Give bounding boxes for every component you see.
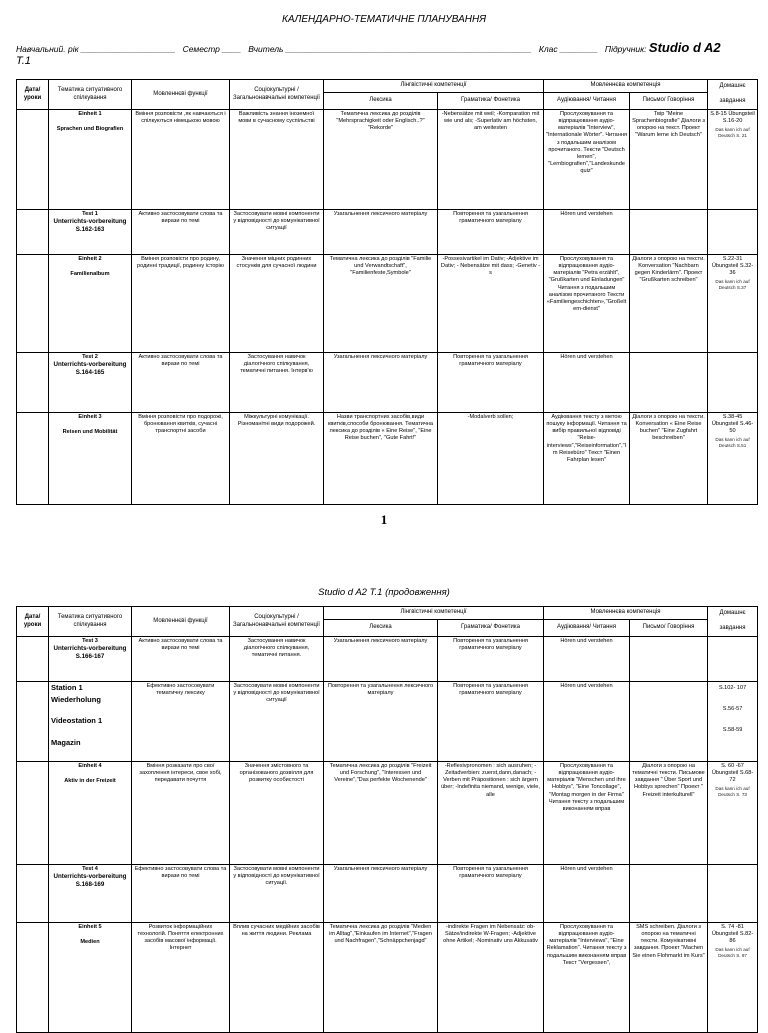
lexis-cell: Тематична лексика до розділів "Freizeit und Forschung", "Interessen und Vereine","Das perfekte Wochenende"	[324, 762, 438, 865]
station-line: Magazin	[51, 737, 81, 747]
table-row	[17, 865, 758, 923]
lexis-cell: Узагальнення лексичного матеріалу	[324, 637, 438, 682]
writing-cell: Діалоги з опорою на тексти. Konversation « Eine Reise buchen" "Eine Zugfahrt beschreiben"	[630, 413, 708, 505]
date-cell	[17, 762, 49, 865]
homework-cell	[708, 353, 758, 413]
socio-cell: Застосовувати мовні компоненти у відповідності до комунікативної ситуації	[230, 210, 324, 255]
functions-cell: Активно застосовувати слова та вирази по темі	[132, 637, 230, 682]
homework-line: S.102- 107	[718, 685, 747, 691]
socio-cell: Значення змістовного та організованого дозвілля для розвитку особистості	[230, 762, 324, 865]
grammar-cell: Повторення та узагальнення граматичного матеріалу	[438, 210, 544, 255]
col-listening: Аудіювання/ Читання	[544, 93, 630, 110]
table-row	[17, 413, 758, 505]
date-cell	[17, 923, 49, 1033]
functions-cell: Вміння розповісти про родину, родинні традиції, родинну історію	[132, 255, 230, 353]
topic-subtitle: Familienalbum	[70, 271, 110, 278]
topic-title: Test 1	[82, 211, 98, 217]
date-cell	[17, 210, 49, 255]
semester-blank: ____	[222, 44, 242, 54]
writing-cell	[630, 682, 708, 762]
topic-cell	[49, 110, 132, 210]
col-writing: Письмо/ Говоріння	[630, 93, 708, 110]
date-cell	[17, 865, 49, 923]
teacher-blank: ____________________________________________________	[285, 44, 532, 54]
col-homework-2: завдання	[719, 625, 746, 632]
continuation-title: Studio d A2 T.1 (продовження)	[318, 587, 450, 598]
col-date: Дата/ уроки	[17, 80, 49, 110]
lexis-cell: Тематична лексика до розділів "Medien im Alltag","Einkaufen im Internet","Fragen und Nachfragen","Schnäppchenjagd"	[324, 923, 438, 1033]
topic-title: Einheit 5	[78, 924, 102, 930]
station-line: Videostation 1	[51, 716, 103, 726]
col-functions: Мовленнєві функції	[132, 607, 230, 637]
grammar-cell: -Reflexivpronomen : sich ausruhen; -Zeitadverbien: zuerst,dann,danach; -Verben mit Präpositionen : sich ärgern über; -Indefinita niemand, wenige, viele, alle	[438, 762, 544, 865]
col-homework-1: Домашнє	[719, 609, 746, 616]
date-cell	[17, 255, 49, 353]
functions-cell: Вміння розповісти ,як навчаються і спілкуються німецькою мовою	[132, 110, 230, 210]
topic-subtitle: Sprachen und Biografien	[56, 126, 124, 133]
grammar-cell: Повторення та узагальнення граматичного матеріалу	[438, 682, 544, 762]
grammar-cell: -indirekte Fragen im Nebensatz: ob-Sätze/indirekte W-Fragen; -Adjektive ohne Artikel; -Nominativ uns Akkusativ	[438, 923, 544, 1033]
homework-note: Das kann ich auf Deutsch S.37	[715, 279, 750, 291]
date-cell	[17, 637, 49, 682]
col-homework-1: Домашнє	[719, 82, 746, 89]
listening-cell: Прослуховування та відпрацювання аудіо-матеріалів "Petra erzählt", "Grußkarten und Einladungen" Читання з подальшим аналізом прочитаного Тексти «Familiengeschichten»,"Großeltern-dienst"	[544, 255, 630, 353]
col-socio: Соціокультурні / Загальнонавчальні компетенції	[230, 607, 324, 637]
functions-cell: Вміння розказати про свої захоплення інтереси, свое хобі, передавати почуття	[132, 762, 230, 865]
topic-cell	[49, 923, 132, 1033]
grammar-cell: -Possesivartikel im Dativ; -Adjektive im Dativ; - Nebensätze mit dass; -Genetiv -s	[438, 255, 544, 353]
topic-subtitle: Unterrichts-vorbereitung S.166-167	[53, 645, 127, 661]
table-row	[17, 762, 758, 865]
textbook-label: Підручник:	[604, 44, 647, 54]
col-homework	[708, 80, 758, 110]
date-cell	[17, 110, 49, 210]
topic-title: Station 1	[51, 683, 83, 692]
topic-cell	[49, 682, 132, 762]
col-date: Дата/ уроки	[17, 607, 49, 637]
col-grammar: Граматика/ Фонетика	[438, 620, 544, 637]
year-label: Навчальний. рік	[16, 44, 79, 54]
functions-cell: Вміння розповісти про подорожі, бронювання квитків, сучасні транспортні засоби	[132, 413, 230, 505]
col-lexis: Лексика	[324, 93, 438, 110]
textbook-name: Studio d A2	[648, 40, 721, 55]
col-homework	[708, 607, 758, 637]
grammar-cell: -Nebensätze mit weil; -Komparation mit wie und als; -Superlativ am höchsten, am weitesten	[438, 110, 544, 210]
listening-cell: Прослуховування та відпрацювання аудіо-матеріалів "Menschen und ihre Hobbys", "Eine Toncollage", "Montag morgen in der Firma" Читання тексту з подальшим виконанням вправ	[544, 762, 630, 865]
socio-cell: Застосування навичок діалогічного спілкування, тематичні питання. Інтерв'ю	[230, 353, 324, 413]
topic-subtitle: Aktiv in der Freizeit	[64, 778, 116, 785]
col-speech: Мовленнєва компетенція	[544, 607, 708, 620]
homework-line: S.58-59	[722, 727, 743, 734]
homework-note: Das kann ich auf Deutsch S. 73	[715, 786, 750, 798]
plan-table-page2	[16, 606, 758, 1033]
col-topic: Тематика ситуативного спілкування	[49, 607, 132, 637]
homework-cell	[708, 637, 758, 682]
topic-title: Einheit 1	[78, 111, 102, 117]
table-row	[17, 110, 758, 210]
functions-cell: Ефективно застосовувати тематичну лексику	[132, 682, 230, 762]
topic-title: Test 2	[82, 354, 98, 360]
topic-cell	[49, 413, 132, 505]
homework-cell	[708, 762, 758, 865]
col-linguistic: Лінгвістичні компетенції	[324, 80, 544, 93]
grammar-cell: Повторення та узагальнення граматичного матеріалу	[438, 353, 544, 413]
col-grammar: Граматика/ Фонетика	[438, 93, 544, 110]
lexis-cell: Узагальнення лексичного матеріалу	[324, 865, 438, 923]
topic-cell	[49, 255, 132, 353]
homework-cell	[708, 110, 758, 210]
lexis-cell: Узагальнення лексичного матеріалу	[324, 353, 438, 413]
grammar-cell: -Modalverb sollen;	[438, 413, 544, 505]
topic-subtitle: Unterrichts-vorbereitung S.162-163	[53, 218, 127, 234]
lexis-cell: Назви транспортних засобів,види квитків,способи бронювання. Тематична лексика до розділів « Eine Reise", "Eine Reise buchen", "Gute Fahrt!"	[324, 413, 438, 505]
teacher-label: Вчитель	[248, 44, 284, 54]
table-row	[17, 637, 758, 682]
col-listening: Аудіювання/ Читання	[544, 620, 630, 637]
topic-subtitle: Medien	[80, 939, 100, 946]
homework-text: S. 60 -67 Übungsteil S.68-72	[711, 763, 754, 784]
socio-cell: Застосування навичок діалогічного спілкування, тематичні питання.	[230, 637, 324, 682]
homework-cell	[708, 682, 758, 762]
topic-cell	[49, 353, 132, 413]
listening-cell: Hören und verstehen	[544, 210, 630, 255]
topic-cell	[49, 762, 132, 865]
page-title: КАЛЕНДАРНО-ТЕМАТИЧНЕ ПЛАНУВАННЯ	[281, 14, 487, 25]
topic-title: Einheit 4	[78, 763, 102, 769]
writing-cell: Діалоги з опорою на тексти. Konversation "Nachbarn gegen Kinderlärm". Проект "Grußkarten schreiben"	[630, 255, 708, 353]
topic-title: Einheit 2	[78, 256, 102, 262]
homework-cell	[708, 255, 758, 353]
homework-cell	[708, 923, 758, 1033]
col-lexis: Лексика	[324, 620, 438, 637]
functions-cell: Ефективно застосовувати слова та вирази по темі	[132, 865, 230, 923]
listening-cell: Hören und verstehen	[544, 353, 630, 413]
topic-subtitle: Unterrichts-vorbereitung S.168-169	[53, 873, 127, 889]
homework-line: S.56-57	[722, 706, 743, 713]
date-cell	[17, 353, 49, 413]
class-label: Клас	[538, 44, 558, 54]
topic-cell	[49, 637, 132, 682]
topic-subtitle: Reisen und Mobilität	[62, 429, 118, 436]
listening-cell: Hören und verstehen	[544, 865, 630, 923]
col-writing: Письмо/ Говоріння	[630, 620, 708, 637]
topic-cell	[49, 210, 132, 255]
socio-cell: Значення міцних родинних стосунків для сучасної людини	[230, 255, 324, 353]
socio-cell: Застосовувати мовні компоненти у відповідності до комунікативної ситуації.	[230, 865, 324, 923]
plan-table-page1	[16, 79, 758, 505]
functions-cell: Активно застосовувати слова та вирази по темі	[132, 210, 230, 255]
lexis-cell: Узагальнення лексичного матеріалу	[324, 210, 438, 255]
grammar-cell: Повторення та узагальнення граматичного матеріалу	[438, 865, 544, 923]
homework-cell	[708, 865, 758, 923]
homework-note: Das kann ich auf Deutsch S. 21	[715, 127, 750, 139]
listening-cell: Аудіювання тексту з метою пошуку інформації. Читання та вибір правильної відповіді "Reise-interviews","Reiseinformation","Im Reisebüro" Текст "Einen Fahrplan lesen"	[544, 413, 630, 505]
class-blank: ________	[559, 44, 598, 54]
topic-title: Einheit 3	[78, 414, 102, 420]
col-socio: Соціокультурні / Загальнонавчальні компетенції	[230, 80, 324, 110]
table-row	[17, 353, 758, 413]
writing-cell	[630, 865, 708, 923]
topic-subtitle: Unterrichts-vorbereitung S.164-165	[53, 361, 127, 377]
socio-cell: Важливість знання іноземної мови в сучасному суспільстві	[230, 110, 324, 210]
writing-cell	[630, 637, 708, 682]
col-topic: Тематика ситуативного спілкування	[49, 80, 132, 110]
volume-label: T.1	[16, 55, 31, 67]
listening-cell: Hören und verstehen	[544, 682, 630, 762]
writing-cell	[630, 210, 708, 255]
socio-cell: Міжкультурні комунікації. Різноманітні види подорожей.	[230, 413, 324, 505]
date-cell	[17, 413, 49, 505]
homework-note: Das kann ich auf Deutsch S.51	[715, 437, 750, 449]
grammar-cell: Повторення та узагальнення граматичного матеріалу	[438, 637, 544, 682]
page-number: 1	[380, 512, 388, 527]
semester-label: Семестр	[182, 44, 220, 54]
homework-cell	[708, 210, 758, 255]
col-linguistic: Лінгвістичні компетенції	[324, 607, 544, 620]
listening-cell: Прослуховування та відпрацювання аудіо-матеріалів "Interviews", "Eine Reklamation". Читання тексту з подальшим виконанням вправ Текст "Vergessen",	[544, 923, 630, 1033]
table-row	[17, 682, 758, 762]
col-speech: Мовленнєва компетенція	[544, 80, 708, 93]
homework-cell	[708, 413, 758, 505]
date-cell	[17, 682, 49, 762]
topic-title: Test 3	[82, 638, 98, 644]
table-row	[17, 255, 758, 353]
homework-text: S.22-31 Übungsteil S.32-36	[711, 256, 754, 277]
writing-cell: Твір "Meine Sprachenbiografie" Діалоги з опорою на текст. Проект "Warum lerne ich Deutsch"	[630, 110, 708, 210]
year-blank: ____________________	[80, 44, 176, 54]
header-line	[16, 40, 756, 55]
writing-cell: SMS schreiben. Діалоги з опорою на тематичні тексти. Комунікативні завдання. Проект "Machen Sie einen Flohmarkt im Kurs"	[630, 923, 708, 1033]
writing-cell: Діалоги з опорою на тематичні тексти. Письмове завдання " Über Sport und Hobbys sprechen" Проект " Freizeit interkulturell"	[630, 762, 708, 865]
socio-cell: Застосовувати мовні компоненти у відповідності до комунікативної ситуації	[230, 682, 324, 762]
functions-cell: Активно застосовувати слова та вирази по темі	[132, 353, 230, 413]
lexis-cell: Тематична лексика до розділів "Mehrsprachigkeit oder Englisch..?" "Rekorde"	[324, 110, 438, 210]
writing-cell	[630, 353, 708, 413]
table-row	[17, 923, 758, 1033]
lexis-cell: Тематична лексика до розділів "Familie und Verwandtschaft", "Familienfeste,Symbole"	[324, 255, 438, 353]
station-line: Wiederholung	[51, 694, 101, 704]
topic-cell	[49, 865, 132, 923]
col-homework-2: завдання	[719, 98, 746, 105]
homework-text: S. 74 -81 Übungsteil S.82-86	[711, 924, 754, 945]
lexis-cell: Повторення та узагальнення лексичного матеріалу	[324, 682, 438, 762]
listening-cell: Hören und verstehen	[544, 637, 630, 682]
homework-note: Das kann ich auf Deutsch S. 87	[715, 947, 750, 959]
socio-cell: Вплив сучасних медійних засобів на життя людини. Реклама	[230, 923, 324, 1033]
topic-title: Test 4	[82, 866, 98, 872]
homework-text: S.8-15 Übungsteil S.16-20	[710, 111, 755, 125]
functions-cell: Розвиток інформаційних технологій. Поняття електронних засобів масової інформації. Інтернет	[132, 923, 230, 1033]
homework-text: S.38-45 Übungsteil S.46-50	[711, 414, 754, 435]
col-functions: Мовленнєві функції	[132, 80, 230, 110]
listening-cell: Прослуховування та відпрацювання аудіо-матеріалів "Interview", "Internationale Wörter". Читання з подальшим аналізом прочитаного. Тексти "Deutsch lernen", "Lernbiografien","Landeskunde quiz"	[544, 110, 630, 210]
table-row	[17, 210, 758, 255]
